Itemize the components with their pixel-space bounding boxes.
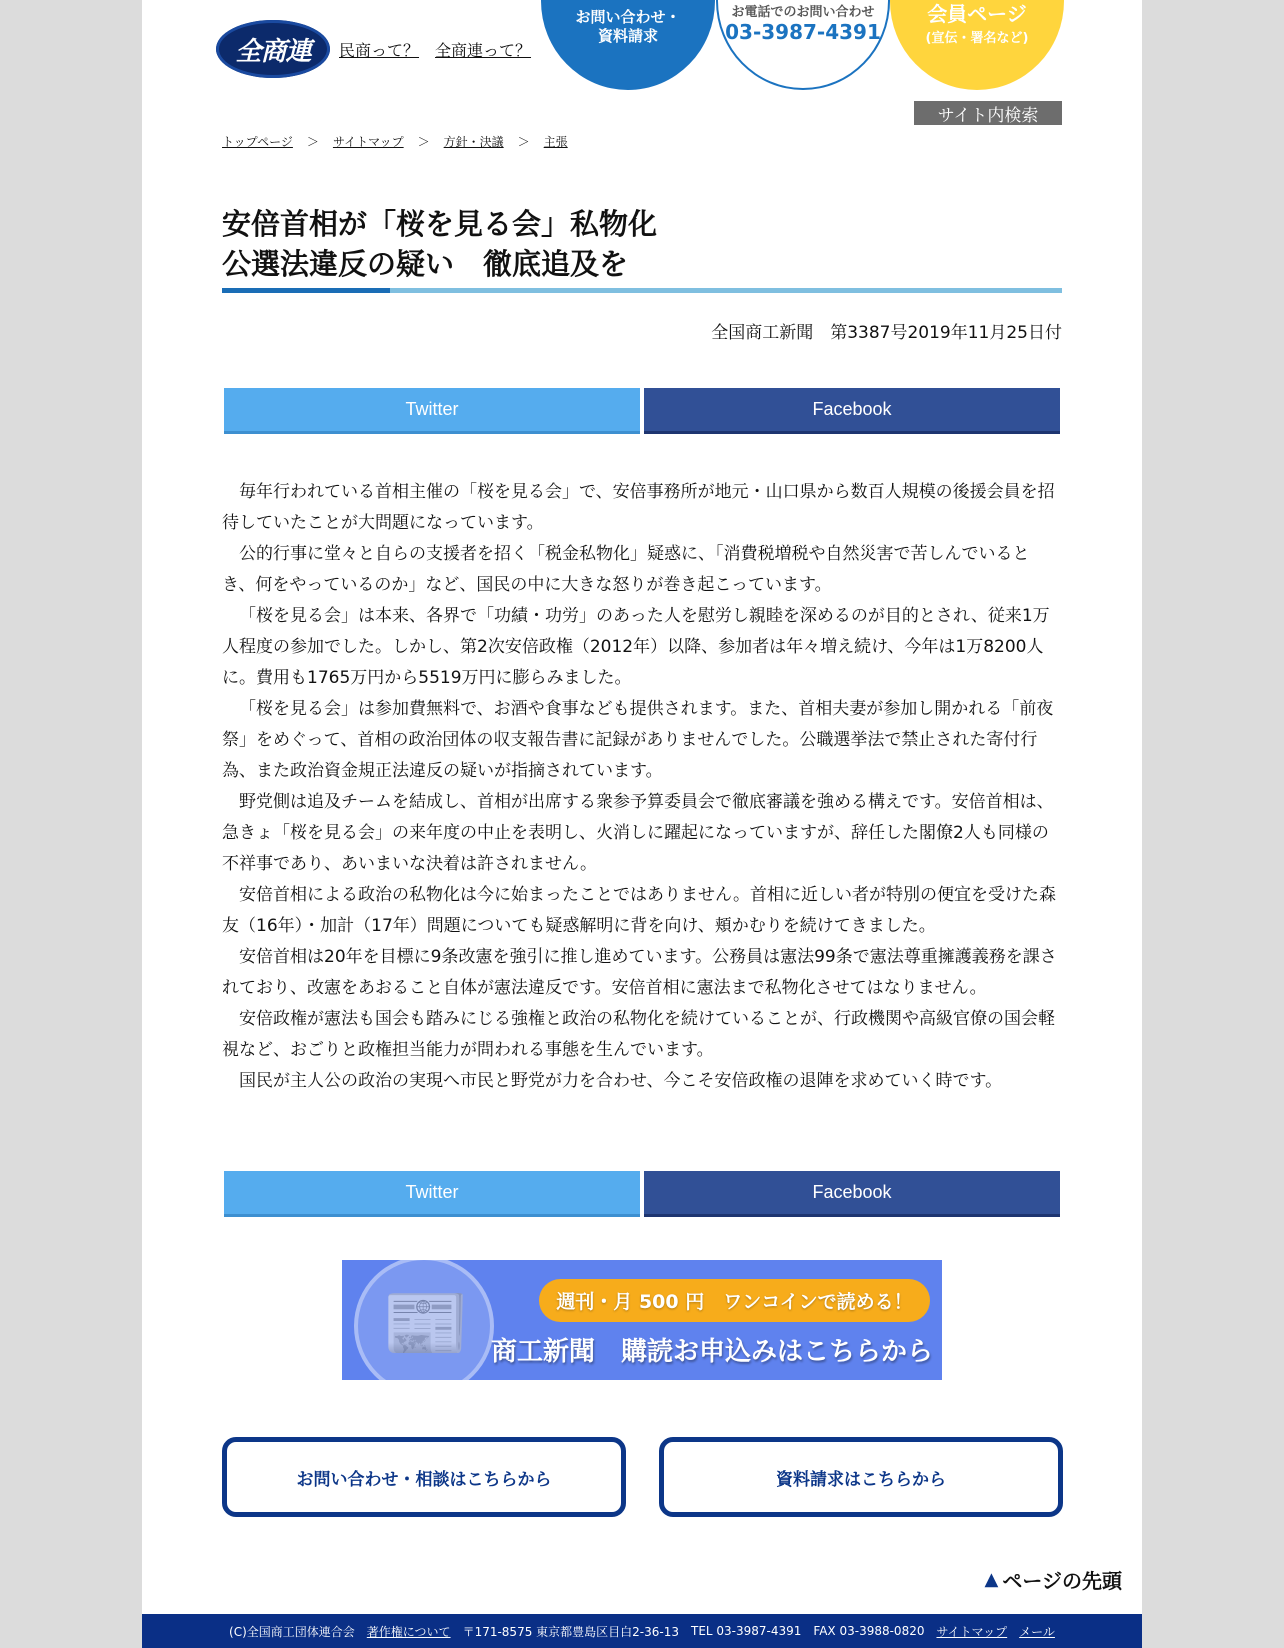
article-title-line1: 安倍首相が「桜を見る会」私物化 — [222, 207, 658, 241]
banner-main-text: 商工新聞 購読お申込みはこちらから — [490, 1337, 933, 1367]
phone-circle-button[interactable] — [716, 0, 890, 90]
share-bar-bottom — [224, 1171, 1060, 1217]
site-search-button[interactable]: サイト内検索 — [914, 101, 1062, 125]
member-page-title: 会員ページ — [927, 2, 1027, 26]
newspaper-reader-icon: 📰 — [382, 1282, 470, 1364]
page-top-link[interactable] — [985, 1565, 1122, 1594]
footer-sitemap-link[interactable]: サイトマップ — [936, 1624, 1008, 1639]
article-title — [222, 204, 657, 284]
article-paragraph: 野党側は追及チームを結成し、首相が出席する衆参予算委員会で徹底審議を強める構えです。安倍首相は、急きょ「桜を見る会」の来年度の中止を表明し、火消しに躍起になっていますが、辞任した閣僚2人も同様の不祥事であり、あいまいな決着は許されません。 — [222, 792, 1054, 874]
link-zenshoren[interactable]: 全商連って？ — [435, 41, 532, 60]
facebook-share-button[interactable]: Facebook — [644, 388, 1060, 434]
breadcrumb-top[interactable]: トップページ — [222, 135, 293, 149]
page — [142, 0, 1142, 1648]
contact-circle-line2: 資料請求 — [597, 27, 658, 45]
banner-price-pill: 週刊・月 500 円 ワンコインで読める！ — [539, 1279, 930, 1322]
breadcrumb-separator: ＞ — [517, 135, 530, 149]
breadcrumb-policy[interactable]: 方針・決議 — [443, 135, 504, 149]
page-top-label: ページの先頭 — [1002, 1569, 1122, 1593]
footer-mail-link[interactable]: メール — [1019, 1624, 1055, 1639]
twitter-share-button[interactable]: Twitter — [224, 388, 640, 434]
breadcrumb-separator: ＞ — [306, 135, 319, 149]
twitter-share-button[interactable]: Twitter — [224, 1171, 640, 1217]
article-paragraph: 安倍政権が憲法も国会も踏みにじる強権と政治の私物化を続けていることが、行政機関や高級官僚の国会軽視など、おごりと政権担当能力が問われる事態を生んでいます。 — [222, 1009, 1055, 1060]
breadcrumb — [222, 133, 568, 150]
article-paragraph: 「桜を見る会」は本来、各界で「功績・功労」のあった人を慰労し親睦を深めるのが目的とされ、従来1万人程度の参加でした。しかし、第2次安倍政権（2012年）以降、参加者は年々増え続け、今年は1万8200人に。費用も1765万円から5519万円に膨らみました。 — [222, 606, 1050, 688]
footer-copyright-link[interactable]: 著作権について — [366, 1624, 451, 1639]
phone-circle-label: お電話でのお問い合わせ — [731, 5, 875, 20]
article-paragraph: 公的行事に堂々と自らの支援者を招く「税金私物化」疑惑に、「消費税増税や自然災害で苦しんでいるとき、何をやっているのか」など、国民の中に大きな怒りが巻き起こっています。 — [222, 544, 1030, 595]
article-paragraph: 毎年行われている首相主催の「桜を見る会」で、安倍事務所が地元・山口県から数百人規模の後援会員を招待していたことが大問題になっています。 — [222, 482, 1055, 533]
article-paragraph: 国民が主人公の政治の実現へ市民と野党が力を合わせ、今こそ安倍政権の退陣を求めていく時です。 — [239, 1071, 1003, 1091]
facebook-share-button[interactable]: Facebook — [644, 1171, 1060, 1217]
footer-tel: TEL 03-3987-4391 — [691, 1624, 802, 1638]
phone-number: 03-3987-4391 — [725, 20, 881, 44]
contact-circle-line1: お問い合わせ・ — [575, 8, 681, 26]
share-bar-top — [224, 388, 1060, 434]
issue-info: 全国商工新聞 第3387号2019年11月25日付 — [711, 323, 1062, 343]
up-triangle-icon: ▲ — [984, 1569, 999, 1590]
article-body — [222, 477, 1062, 1097]
member-page-sub: (宣伝・署名など) — [925, 31, 1029, 46]
breadcrumb-separator: ＞ — [417, 135, 430, 149]
footer-address: 〒171-8575 東京都豊島区目白2-36-13 — [462, 1624, 679, 1639]
document-request-button[interactable]: 資料請求はこちらから — [659, 1437, 1063, 1517]
footer-fax: FAX 03-3988-0820 — [813, 1624, 925, 1638]
article-paragraph: 「桜を見る会」は参加費無料で、お酒や食事なども提供されます。また、首相夫妻が参加し開かれる「前夜祭」をめぐって、首相の政治団体の収支報告書に記録がありませんでした。公職選挙法で禁止された寄付行為、また政治資金規正法違反の疑いが指摘されています。 — [222, 699, 1054, 781]
title-underline-accent — [222, 288, 390, 293]
article-paragraph: 安倍首相による政治の私物化は今に始まったことではありません。首相に近しい者が特別の便宜を受けた森友（16年）・加計（17年）問題についても疑惑解明に背を向け、頬かむりを続けてきました。 — [222, 885, 1057, 936]
contact-consult-button[interactable]: お問い合わせ・相談はこちらから — [222, 1437, 626, 1517]
footer-copyright: (C)全国商工団体連合会 — [229, 1624, 355, 1639]
contact-circle-button[interactable] — [541, 0, 715, 90]
article-title-line2: 公選法違反の疑い 徹底追及を — [222, 247, 629, 281]
footer — [142, 1614, 1142, 1648]
member-page-circle-button[interactable] — [890, 0, 1064, 90]
article-paragraph: 安倍首相は20年を目標に9条改憲を強引に推し進めています。公務員は憲法99条で憲法尊重擁護義務を課されており、改憲をあおること自体が憲法違反です。安倍首相に憲法まで私物化させてはなりません。 — [222, 947, 1057, 998]
site-logo[interactable]: 全商連 — [216, 20, 330, 78]
breadcrumb-sitemap[interactable]: サイトマップ — [332, 135, 404, 149]
subscription-banner[interactable] — [342, 1260, 942, 1380]
link-minsho[interactable]: 民商って？ — [339, 41, 420, 60]
breadcrumb-opinion[interactable]: 主張 — [543, 135, 568, 149]
